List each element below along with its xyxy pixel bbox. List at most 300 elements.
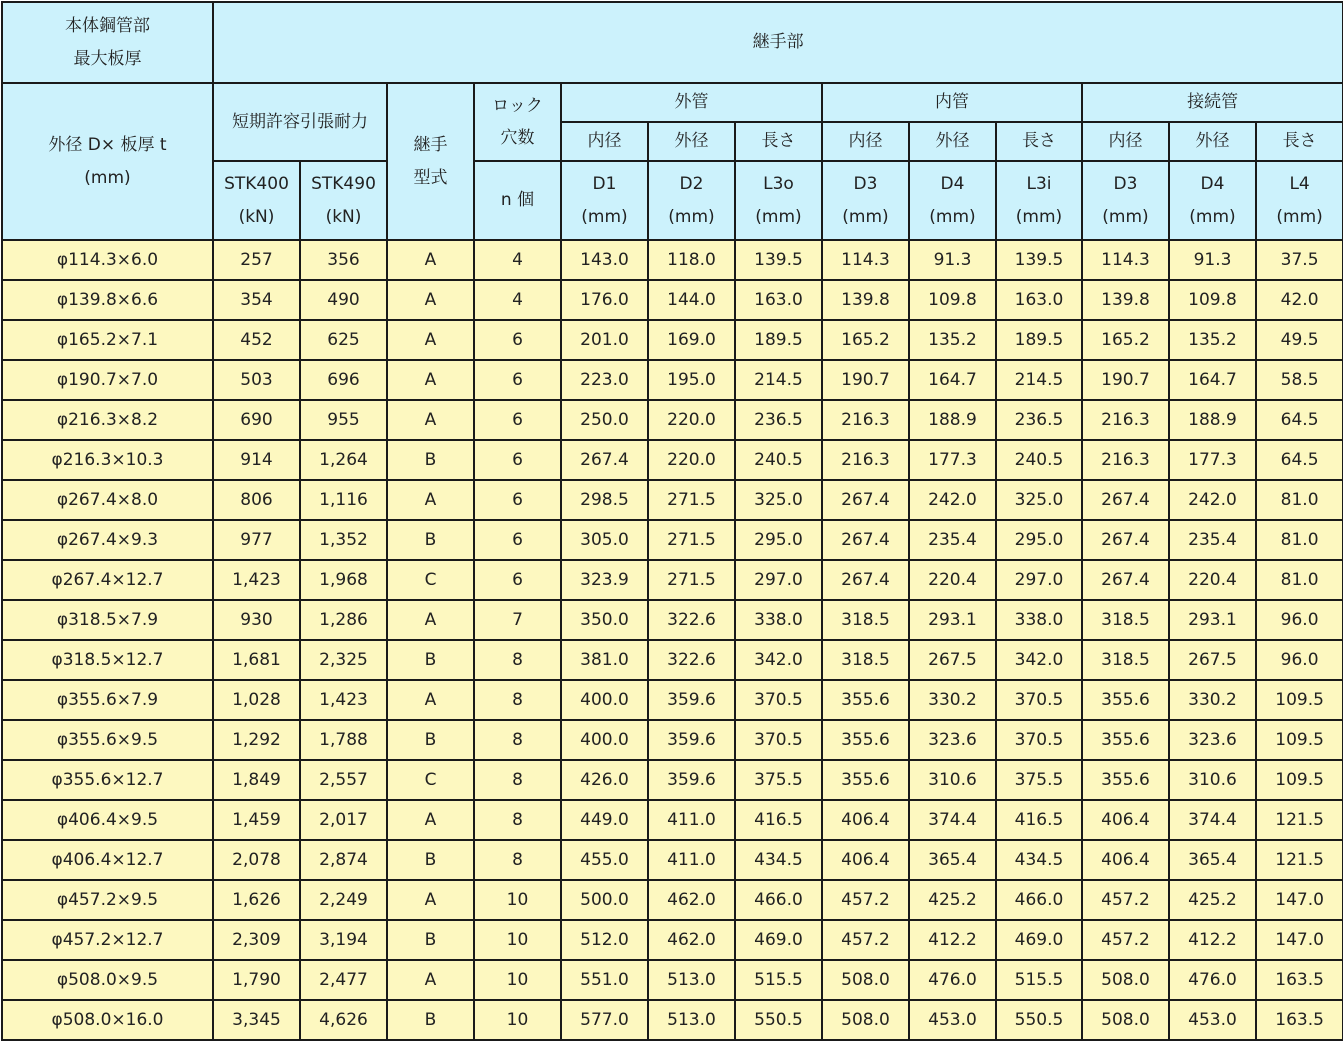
pipe-size-cell: φ508.0×16.0 — [2, 1000, 213, 1040]
table-cell: 242.0 — [1169, 480, 1256, 520]
table-cell: 318.5 — [822, 600, 909, 640]
table-cell: 374.4 — [909, 800, 996, 840]
stk490-header: STK490 (kN) — [300, 161, 387, 240]
table-body — [2, 240, 1343, 1040]
table-cell: A — [387, 320, 474, 360]
table-cell: 6 — [474, 440, 561, 480]
table-cell: 81.0 — [1256, 520, 1343, 560]
table-cell: 690 — [213, 400, 300, 440]
table-cell: 109.8 — [909, 280, 996, 320]
table-cell: 8 — [474, 720, 561, 760]
table-cell: A — [387, 400, 474, 440]
table-cell: 220.4 — [909, 560, 996, 600]
pipe-size-cell: φ165.2×7.1 — [2, 320, 213, 360]
lock-count-unit: n 個 — [474, 161, 561, 240]
pipe-size-cell: φ457.2×12.7 — [2, 920, 213, 960]
table-cell: 3,194 — [300, 920, 387, 960]
table-cell: 2,874 — [300, 840, 387, 880]
table-cell: 42.0 — [1256, 280, 1343, 320]
table-cell: 400.0 — [561, 680, 648, 720]
table-cell: 91.3 — [1169, 240, 1256, 280]
table-cell: 1,626 — [213, 880, 300, 920]
l3i-header: L3i (mm) — [996, 161, 1082, 240]
table-cell: 2,017 — [300, 800, 387, 840]
table-cell: 469.0 — [735, 920, 822, 960]
table-row — [2, 280, 1343, 320]
table-row — [2, 1000, 1343, 1040]
table-row — [2, 560, 1343, 600]
table-cell: 121.5 — [1256, 840, 1343, 880]
table-cell: 189.5 — [735, 320, 822, 360]
table-cell: 381.0 — [561, 640, 648, 680]
table-cell: 1,264 — [300, 440, 387, 480]
table-cell: 977 — [213, 520, 300, 560]
pipe-size-cell: φ406.4×12.7 — [2, 840, 213, 880]
table-cell: 330.2 — [1169, 680, 1256, 720]
table-cell: 8 — [474, 640, 561, 680]
table-cell: 1,681 — [213, 640, 300, 680]
pipe-size-cell: φ355.6×12.7 — [2, 760, 213, 800]
table-row — [2, 880, 1343, 920]
table-cell: 356 — [300, 240, 387, 280]
table-cell: 355.6 — [822, 760, 909, 800]
table-cell: 135.2 — [909, 320, 996, 360]
table-cell: 147.0 — [1256, 920, 1343, 960]
inner-outer-dia-header: 外径 — [909, 122, 996, 161]
table-cell: 165.2 — [822, 320, 909, 360]
table-cell: 513.0 — [648, 960, 735, 1000]
table-cell: 267.5 — [1169, 640, 1256, 680]
table-cell: 109.5 — [1256, 680, 1343, 720]
table-cell: 216.3 — [1082, 400, 1169, 440]
table-cell: 6 — [474, 520, 561, 560]
table-cell: 508.0 — [1082, 960, 1169, 1000]
table-cell: C — [387, 760, 474, 800]
table-row — [2, 520, 1343, 560]
table-cell: 457.2 — [1082, 880, 1169, 920]
table-cell: 469.0 — [996, 920, 1082, 960]
table-cell: 310.6 — [909, 760, 996, 800]
table-cell: 114.3 — [822, 240, 909, 280]
table-cell: 323.6 — [1169, 720, 1256, 760]
table-cell: 4,626 — [300, 1000, 387, 1040]
table-cell: 406.4 — [822, 800, 909, 840]
table-cell: 416.5 — [735, 800, 822, 840]
pipe-size-cell: φ267.4×9.3 — [2, 520, 213, 560]
table-cell: 322.6 — [648, 640, 735, 680]
table-cell: 466.0 — [735, 880, 822, 920]
table-cell: 96.0 — [1256, 600, 1343, 640]
table-cell: A — [387, 240, 474, 280]
table-cell: 914 — [213, 440, 300, 480]
table-cell: 163.5 — [1256, 960, 1343, 1000]
pipe-size-cell: φ139.8×6.6 — [2, 280, 213, 320]
table-row — [2, 600, 1343, 640]
table-cell: 323.6 — [909, 720, 996, 760]
table-cell: 318.5 — [822, 640, 909, 680]
pipe-size-cell: φ114.3×6.0 — [2, 240, 213, 280]
table-cell: 577.0 — [561, 1000, 648, 1040]
connect-pipe-header: 接続管 — [1082, 83, 1343, 122]
table-cell: 10 — [474, 920, 561, 960]
connect-length-header: 長さ — [1256, 122, 1343, 161]
table-cell: A — [387, 600, 474, 640]
table-cell: 96.0 — [1256, 640, 1343, 680]
table-cell: 355.6 — [1082, 760, 1169, 800]
table-cell: 370.5 — [996, 680, 1082, 720]
table-cell: 267.4 — [1082, 520, 1169, 560]
table-cell: 359.6 — [648, 680, 735, 720]
table-cell: 305.0 — [561, 520, 648, 560]
dimension-header: 外径 D× 板厚 t (mm) — [2, 83, 213, 240]
table-cell: 188.9 — [1169, 400, 1256, 440]
table-cell: A — [387, 800, 474, 840]
table-cell: 1,849 — [213, 760, 300, 800]
table-cell: 257 — [213, 240, 300, 280]
table-cell: 214.5 — [996, 360, 1082, 400]
table-cell: 147.0 — [1256, 880, 1343, 920]
table-cell: 370.5 — [735, 680, 822, 720]
table-cell: 267.4 — [822, 520, 909, 560]
table-cell: 267.4 — [1082, 560, 1169, 600]
table-cell: 242.0 — [909, 480, 996, 520]
table-row — [2, 720, 1343, 760]
table-cell: 190.7 — [822, 360, 909, 400]
table-cell: 457.2 — [822, 920, 909, 960]
pipe-size-cell: φ216.3×10.3 — [2, 440, 213, 480]
outer-outer-dia-header: 外径 — [648, 122, 735, 161]
table-cell: B — [387, 440, 474, 480]
stk400-header: STK400 (kN) — [213, 161, 300, 240]
table-cell: 271.5 — [648, 560, 735, 600]
table-cell: 500.0 — [561, 880, 648, 920]
table-cell: 342.0 — [996, 640, 1082, 680]
pipe-size-cell: φ355.6×9.5 — [2, 720, 213, 760]
table-row — [2, 400, 1343, 440]
table-cell: 426.0 — [561, 760, 648, 800]
outer-inner-dia-header: 内径 — [561, 122, 648, 161]
l3o-header: L3o (mm) — [735, 161, 822, 240]
outer-pipe-header: 外管 — [561, 83, 822, 122]
table-cell: 139.8 — [822, 280, 909, 320]
table-cell: 8 — [474, 760, 561, 800]
table-cell: 453.0 — [1169, 1000, 1256, 1040]
table-cell: C — [387, 560, 474, 600]
table-cell: 370.5 — [735, 720, 822, 760]
table-cell: 355.6 — [1082, 680, 1169, 720]
table-cell: 1,116 — [300, 480, 387, 520]
table-cell: 240.5 — [735, 440, 822, 480]
table-cell: 6 — [474, 560, 561, 600]
inner-pipe-header: 内管 — [822, 83, 1082, 122]
table-cell: 322.6 — [648, 600, 735, 640]
table-cell: 235.4 — [909, 520, 996, 560]
table-cell: 6 — [474, 480, 561, 520]
pipe-size-cell: φ318.5×12.7 — [2, 640, 213, 680]
table-cell: 375.5 — [735, 760, 822, 800]
pipe-size-cell: φ318.5×7.9 — [2, 600, 213, 640]
table-row — [2, 800, 1343, 840]
table-cell: 1,028 — [213, 680, 300, 720]
table-cell: 503 — [213, 360, 300, 400]
table-cell: 177.3 — [909, 440, 996, 480]
table-cell: 4 — [474, 240, 561, 280]
l4-header: L4 (mm) — [1256, 161, 1343, 240]
table-cell: 109.5 — [1256, 720, 1343, 760]
table-cell: 176.0 — [561, 280, 648, 320]
pipe-size-cell: φ406.4×9.5 — [2, 800, 213, 840]
table-cell: 512.0 — [561, 920, 648, 960]
table-row — [2, 440, 1343, 480]
table-cell: 318.5 — [1082, 640, 1169, 680]
table-cell: 165.2 — [1082, 320, 1169, 360]
table-cell: 177.3 — [1169, 440, 1256, 480]
table-cell: 216.3 — [822, 440, 909, 480]
table-cell: 267.4 — [561, 440, 648, 480]
table-cell: 297.0 — [735, 560, 822, 600]
table-cell: A — [387, 680, 474, 720]
pipe-size-cell: φ190.7×7.0 — [2, 360, 213, 400]
table-cell: 406.4 — [1082, 840, 1169, 880]
table-cell: 169.0 — [648, 320, 735, 360]
table-cell: 318.5 — [1082, 600, 1169, 640]
table-cell: 49.5 — [1256, 320, 1343, 360]
table-cell: 10 — [474, 1000, 561, 1040]
table-cell: 359.6 — [648, 760, 735, 800]
table-cell: 513.0 — [648, 1000, 735, 1040]
table-cell: 91.3 — [909, 240, 996, 280]
table-cell: 355.6 — [822, 680, 909, 720]
table-cell: 412.2 — [1169, 920, 1256, 960]
table-cell: 411.0 — [648, 840, 735, 880]
inner-length-header: 長さ — [996, 122, 1082, 161]
pipe-size-cell: φ267.4×12.7 — [2, 560, 213, 600]
table-cell: 310.6 — [1169, 760, 1256, 800]
table-cell: 190.7 — [1082, 360, 1169, 400]
table-cell: 139.5 — [735, 240, 822, 280]
table-row — [2, 920, 1343, 960]
table-cell: 365.4 — [1169, 840, 1256, 880]
d4-header: D4 (mm) — [909, 161, 996, 240]
table-cell: 267.4 — [822, 560, 909, 600]
connect-outer-dia-header: 外径 — [1169, 122, 1256, 161]
table-cell: 6 — [474, 400, 561, 440]
table-cell: 267.5 — [909, 640, 996, 680]
table-cell: 434.5 — [996, 840, 1082, 880]
table-cell: 2,325 — [300, 640, 387, 680]
table-cell: 164.7 — [1169, 360, 1256, 400]
connect-inner-dia-header: 内径 — [1082, 122, 1169, 161]
table-cell: 240.5 — [996, 440, 1082, 480]
table-cell: 164.7 — [909, 360, 996, 400]
table-cell: 271.5 — [648, 480, 735, 520]
table-cell: 1,790 — [213, 960, 300, 1000]
table-cell: 298.5 — [561, 480, 648, 520]
pipe-size-cell: φ216.3×8.2 — [2, 400, 213, 440]
table-cell: 109.8 — [1169, 280, 1256, 320]
joint-header: 継手部 — [213, 2, 1343, 83]
table-cell: B — [387, 840, 474, 880]
table-row — [2, 240, 1343, 280]
table-cell: 359.6 — [648, 720, 735, 760]
table-cell: 457.2 — [1082, 920, 1169, 960]
table-cell: 236.5 — [735, 400, 822, 440]
table-cell: 267.4 — [1082, 480, 1169, 520]
table-cell: 476.0 — [909, 960, 996, 1000]
d4b-header: D4 (mm) — [1169, 161, 1256, 240]
table-cell: B — [387, 520, 474, 560]
table-cell: 515.5 — [996, 960, 1082, 1000]
table-cell: 370.5 — [996, 720, 1082, 760]
table-row — [2, 320, 1343, 360]
table-cell: A — [387, 360, 474, 400]
table-cell: B — [387, 1000, 474, 1040]
table-cell: 354 — [213, 280, 300, 320]
table-cell: 81.0 — [1256, 480, 1343, 520]
table-cell: 457.2 — [822, 880, 909, 920]
table-cell: 220.4 — [1169, 560, 1256, 600]
table-row — [2, 680, 1343, 720]
table-cell: 462.0 — [648, 920, 735, 960]
table-cell: 236.5 — [996, 400, 1082, 440]
table-cell: 490 — [300, 280, 387, 320]
table-cell: 338.0 — [996, 600, 1082, 640]
table-cell: 455.0 — [561, 840, 648, 880]
table-cell: 1,423 — [213, 560, 300, 600]
table-row — [2, 760, 1343, 800]
table-cell: 1,788 — [300, 720, 387, 760]
table-cell: 323.9 — [561, 560, 648, 600]
table-cell: 64.5 — [1256, 400, 1343, 440]
d3b-header: D3 (mm) — [1082, 161, 1169, 240]
table-cell: 453.0 — [909, 1000, 996, 1040]
table-cell: 139.5 — [996, 240, 1082, 280]
body-steel-header: 本体鋼管部 最大板厚 — [2, 2, 213, 83]
table-cell: 2,477 — [300, 960, 387, 1000]
pipe-size-cell: φ457.2×9.5 — [2, 880, 213, 920]
table-cell: 416.5 — [996, 800, 1082, 840]
table-cell: 189.5 — [996, 320, 1082, 360]
table-row — [2, 360, 1343, 400]
table-cell: 550.5 — [735, 1000, 822, 1040]
table-cell: A — [387, 880, 474, 920]
table-cell: 139.8 — [1082, 280, 1169, 320]
table-cell: 8 — [474, 800, 561, 840]
table-cell: 223.0 — [561, 360, 648, 400]
table-cell: 3,345 — [213, 1000, 300, 1040]
table-row — [2, 480, 1343, 520]
table-cell: 452 — [213, 320, 300, 360]
table-cell: 350.0 — [561, 600, 648, 640]
pipe-size-cell: φ267.4×8.0 — [2, 480, 213, 520]
table-cell: 434.5 — [735, 840, 822, 880]
table-cell: 195.0 — [648, 360, 735, 400]
pipe-size-cell: φ508.0×9.5 — [2, 960, 213, 1000]
table-cell: 696 — [300, 360, 387, 400]
table-cell: 143.0 — [561, 240, 648, 280]
table-cell: 412.2 — [909, 920, 996, 960]
table-cell: 2,249 — [300, 880, 387, 920]
table-cell: 466.0 — [996, 880, 1082, 920]
table-cell: 163.5 — [1256, 1000, 1343, 1040]
table-cell: 508.0 — [822, 1000, 909, 1040]
table-cell: 6 — [474, 320, 561, 360]
table-cell: 216.3 — [1082, 440, 1169, 480]
pipe-joint-spec-table — [1, 1, 1343, 1041]
table-cell: 449.0 — [561, 800, 648, 840]
table-cell: 250.0 — [561, 400, 648, 440]
table-cell: 515.5 — [735, 960, 822, 1000]
table-cell: 1,352 — [300, 520, 387, 560]
table-row — [2, 960, 1343, 1000]
table-cell: 342.0 — [735, 640, 822, 680]
table-cell: B — [387, 640, 474, 680]
table-cell: 293.1 — [1169, 600, 1256, 640]
table-cell: 109.5 — [1256, 760, 1343, 800]
table-cell: 462.0 — [648, 880, 735, 920]
table-cell: 406.4 — [1082, 800, 1169, 840]
table-cell: 1,286 — [300, 600, 387, 640]
table-cell: 338.0 — [735, 600, 822, 640]
table-cell: 295.0 — [735, 520, 822, 560]
table-cell: 400.0 — [561, 720, 648, 760]
table-cell: 1,292 — [213, 720, 300, 760]
table-cell: B — [387, 720, 474, 760]
table-cell: 163.0 — [996, 280, 1082, 320]
table-cell: 411.0 — [648, 800, 735, 840]
tensile-strength-header: 短期許容引張耐力 — [213, 83, 387, 161]
table-cell: 551.0 — [561, 960, 648, 1000]
joint-type-header: 継手 型式 — [387, 83, 474, 240]
table-cell: 4 — [474, 280, 561, 320]
table-cell: 325.0 — [996, 480, 1082, 520]
table-cell: 806 — [213, 480, 300, 520]
table-cell: 201.0 — [561, 320, 648, 360]
table-cell: 2,078 — [213, 840, 300, 880]
table-cell: 330.2 — [909, 680, 996, 720]
d3-header: D3 (mm) — [822, 161, 909, 240]
table-cell: 406.4 — [822, 840, 909, 880]
table-cell: 118.0 — [648, 240, 735, 280]
table-cell: 64.5 — [1256, 440, 1343, 480]
table-cell: 293.1 — [909, 600, 996, 640]
table-cell: 135.2 — [1169, 320, 1256, 360]
table-cell: 325.0 — [735, 480, 822, 520]
table-cell: 8 — [474, 680, 561, 720]
table-cell: 2,309 — [213, 920, 300, 960]
table-cell: 955 — [300, 400, 387, 440]
table-cell: 235.4 — [1169, 520, 1256, 560]
d1-header: D1 (mm) — [561, 161, 648, 240]
table-cell: 81.0 — [1256, 560, 1343, 600]
table-row — [2, 840, 1343, 880]
table-cell: 625 — [300, 320, 387, 360]
table-cell: 37.5 — [1256, 240, 1343, 280]
table-cell: 220.0 — [648, 440, 735, 480]
table-cell: 374.4 — [1169, 800, 1256, 840]
table-cell: 267.4 — [822, 480, 909, 520]
table-cell: 271.5 — [648, 520, 735, 560]
table-cell: 2,557 — [300, 760, 387, 800]
d2-header: D2 (mm) — [648, 161, 735, 240]
table-cell: A — [387, 280, 474, 320]
table-cell: 375.5 — [996, 760, 1082, 800]
table-cell: 214.5 — [735, 360, 822, 400]
table-cell: 58.5 — [1256, 360, 1343, 400]
table-cell: 10 — [474, 880, 561, 920]
table-cell: A — [387, 960, 474, 1000]
lock-holes-header: ロック 穴数 — [474, 83, 561, 161]
